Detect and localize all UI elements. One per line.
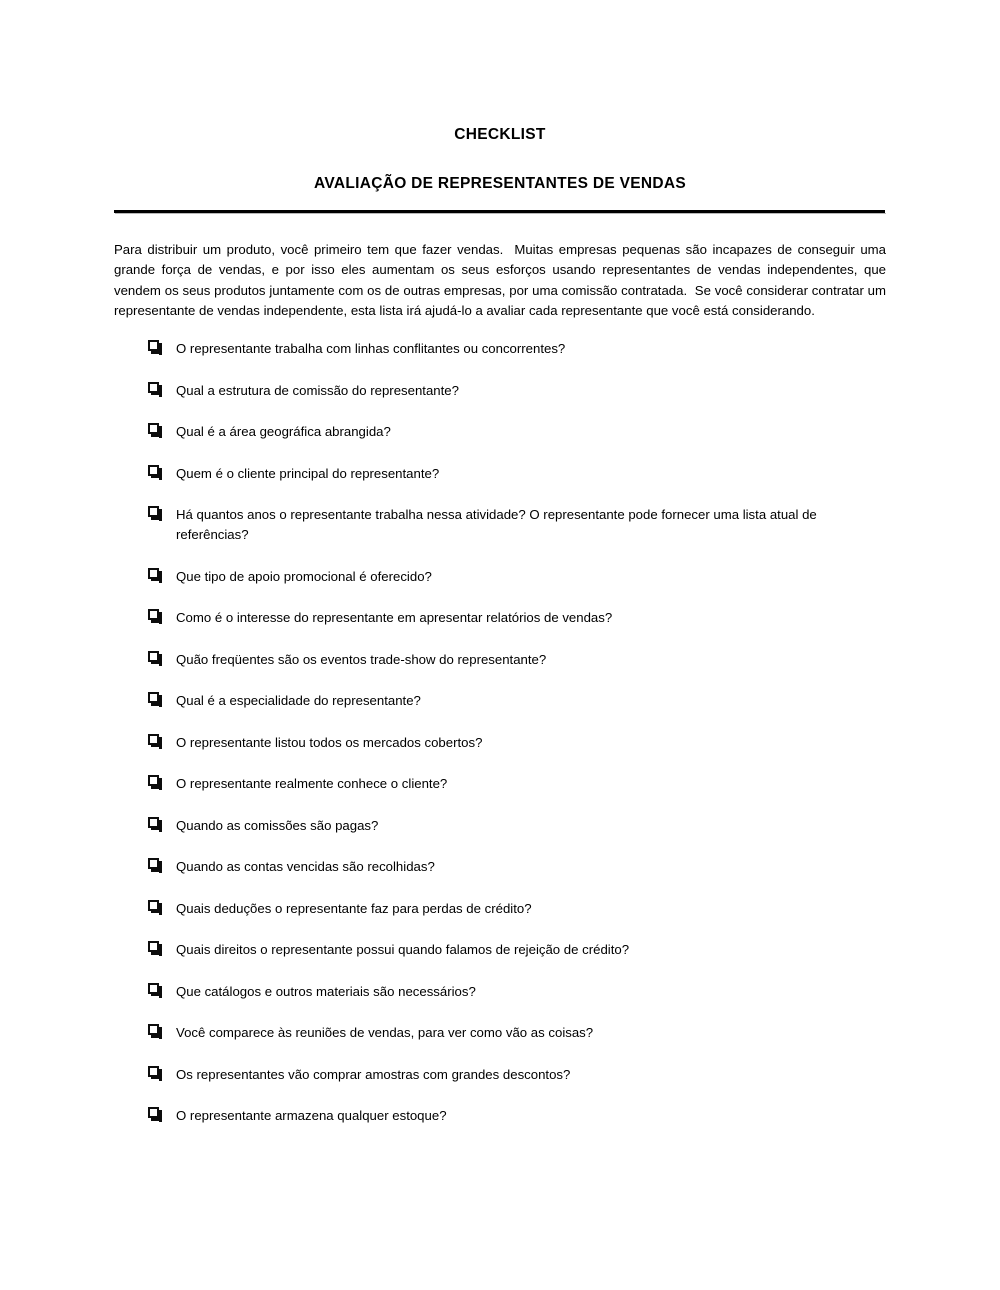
checkbox-empty-icon[interactable] [148, 423, 163, 438]
checklist-item[interactable] [114, 381, 886, 401]
checkbox-box [148, 423, 159, 434]
checkbox-shadow-bottom [151, 579, 162, 582]
intro-paragraph: Para distribuir um produto, você primeiro tem que fazer vendas. Muitas empresas pequenas são incapazes de conseguir uma grande força de vendas, e por isso eles aumentam os seus esforços usando representantes de vendas independentes, que vendem os seus produtos juntamente com os de outras empresas, por uma comissão contratada. Se você considerar contratar um representante de vendas independente, esta lista irá ajudá-lo a avaliar cada representante que você está considerando. [114, 242, 890, 318]
checkbox-empty-icon[interactable] [148, 983, 163, 998]
checklist-item-label: Quão freqüentes são os eventos trade-show do representante? [176, 651, 547, 667]
checkbox-box [148, 775, 159, 786]
checklist-item-label: Você comparece às reuniões de vendas, para ver como vão as coisas? [176, 1025, 594, 1040]
checkbox-shadow-bottom [151, 662, 162, 665]
checkbox-box [148, 382, 159, 393]
checkbox-shadow-bottom [151, 786, 162, 789]
checkbox-box [148, 1024, 159, 1035]
checklist-item[interactable] [114, 650, 886, 670]
checklist-item-label: Os representantes vão comprar amostras com grandes descontos? [176, 1066, 571, 1082]
checkbox-empty-icon[interactable] [148, 609, 163, 624]
checklist-item[interactable] [114, 567, 886, 587]
checklist-item-label: Qual é a especialidade do representante? [176, 693, 421, 708]
checkbox-box [148, 609, 159, 620]
checklist-item-label: Quando as contas vencidas são recolhidas? [176, 859, 435, 874]
divider-shadow [115, 213, 886, 214]
checklist-item[interactable] [114, 691, 886, 711]
checklist-item[interactable] [114, 857, 886, 877]
checklist-item[interactable] [114, 1023, 886, 1043]
checkbox-empty-icon[interactable] [148, 775, 163, 790]
checkbox-empty-icon[interactable] [148, 340, 163, 355]
checklist-item[interactable] [114, 608, 886, 628]
checkbox-box [148, 734, 159, 745]
checkbox-box [148, 1066, 159, 1077]
checkbox-empty-icon[interactable] [148, 1066, 163, 1081]
checkbox-shadow-bottom [151, 1035, 162, 1038]
checkbox-box [148, 465, 159, 476]
checklist-item-label: Quais direitos o representante possui quando falamos de rejeição de crédito? [176, 942, 630, 957]
checkbox-box [148, 858, 159, 869]
checkbox-empty-icon[interactable] [148, 692, 163, 707]
checklist-item-label: Quais deduções o representante faz para perdas de crédito? [176, 900, 532, 916]
checklist-item-label: Há quantos anos o representante trabalha nessa atividade? O representante pode fornecer uma lista atual de referências? [176, 507, 817, 542]
checkbox-empty-icon[interactable] [148, 465, 163, 480]
checkbox-shadow-bottom [151, 351, 162, 354]
checkbox-box [148, 340, 159, 351]
checkbox-shadow-bottom [151, 517, 162, 520]
checklist-item-label: Como é o interesse do representante em apresentar relatórios de vendas? [176, 610, 613, 625]
checkbox-empty-icon[interactable] [148, 734, 163, 749]
checkbox-box [148, 1107, 159, 1118]
checklist-item[interactable] [114, 505, 886, 545]
checkbox-box [148, 651, 159, 662]
checklist-item-label: Que catálogos e outros materiais são necessários? [176, 983, 476, 999]
title-divider [114, 210, 886, 216]
checklist-item-label: O representante listou todos os mercados cobertos? [176, 734, 483, 750]
checklist-item[interactable] [114, 422, 886, 442]
checkbox-shadow-bottom [151, 745, 162, 748]
checkbox-shadow-bottom [151, 476, 162, 479]
checkbox-empty-icon[interactable] [148, 1107, 163, 1122]
checklist-item-label: O representante trabalha com linhas conflitantes ou concorrentes? [176, 341, 566, 356]
document-body [114, 0, 890, 1148]
checklist-item-label: Quem é o cliente principal do representante? [176, 465, 440, 481]
checkbox-box [148, 817, 159, 828]
checkbox-empty-icon[interactable] [148, 651, 163, 666]
checkbox-empty-icon[interactable] [148, 858, 163, 873]
checkbox-shadow-bottom [151, 620, 162, 623]
checkbox-empty-icon[interactable] [148, 506, 163, 521]
checklist-item-label: Qual é a área geográfica abrangida? [176, 424, 391, 439]
checkbox-shadow-bottom [151, 393, 162, 396]
checkbox-empty-icon[interactable] [148, 900, 163, 915]
checkbox-empty-icon[interactable] [148, 941, 163, 956]
checklist-item[interactable] [114, 339, 886, 359]
checklist-item[interactable] [114, 774, 886, 794]
checkbox-shadow-bottom [151, 434, 162, 437]
checkbox-shadow-bottom [151, 869, 162, 872]
page-title: CHECKLIST [454, 126, 546, 143]
checkbox-empty-icon[interactable] [148, 382, 163, 397]
checklist-item-label: Quando as comissões são pagas? [176, 817, 379, 833]
checkbox-box [148, 900, 159, 911]
checkbox-empty-icon[interactable] [148, 817, 163, 832]
checkbox-box [148, 983, 159, 994]
checkbox-shadow-bottom [151, 911, 162, 914]
checkbox-box [148, 941, 159, 952]
checkbox-shadow-bottom [151, 1118, 162, 1121]
checkbox-box [148, 506, 159, 517]
checkbox-shadow-bottom [151, 828, 162, 831]
checklist-item-label: O representante armazena qualquer estoque? [176, 1108, 447, 1123]
checklist-item-label: Que tipo de apoio promocional é oferecido? [176, 568, 432, 584]
checklist-item[interactable] [114, 982, 886, 1002]
checklist-item[interactable] [114, 464, 886, 484]
checklist-item[interactable] [114, 899, 886, 919]
checkbox-box [148, 692, 159, 703]
checklist-item[interactable] [114, 940, 886, 960]
checkbox-empty-icon[interactable] [148, 568, 163, 583]
checklist-item-label: Qual a estrutura de comissão do representante? [176, 382, 459, 398]
checklist [114, 321, 886, 1126]
checklist-item[interactable] [114, 733, 886, 753]
checkbox-box [148, 568, 159, 579]
page-subtitle: AVALIAÇÃO DE REPRESENTANTES DE VENDAS [314, 174, 686, 192]
checklist-item-label: O representante realmente conhece o cliente? [176, 776, 448, 791]
checkbox-shadow-bottom [151, 1077, 162, 1080]
checkbox-shadow-bottom [151, 703, 162, 706]
checklist-item[interactable] [114, 1106, 886, 1126]
checklist-item[interactable] [114, 1065, 886, 1085]
checklist-item[interactable] [114, 816, 886, 836]
checkbox-shadow-bottom [151, 952, 162, 955]
checkbox-empty-icon[interactable] [148, 1024, 163, 1039]
checkbox-shadow-bottom [151, 994, 162, 997]
